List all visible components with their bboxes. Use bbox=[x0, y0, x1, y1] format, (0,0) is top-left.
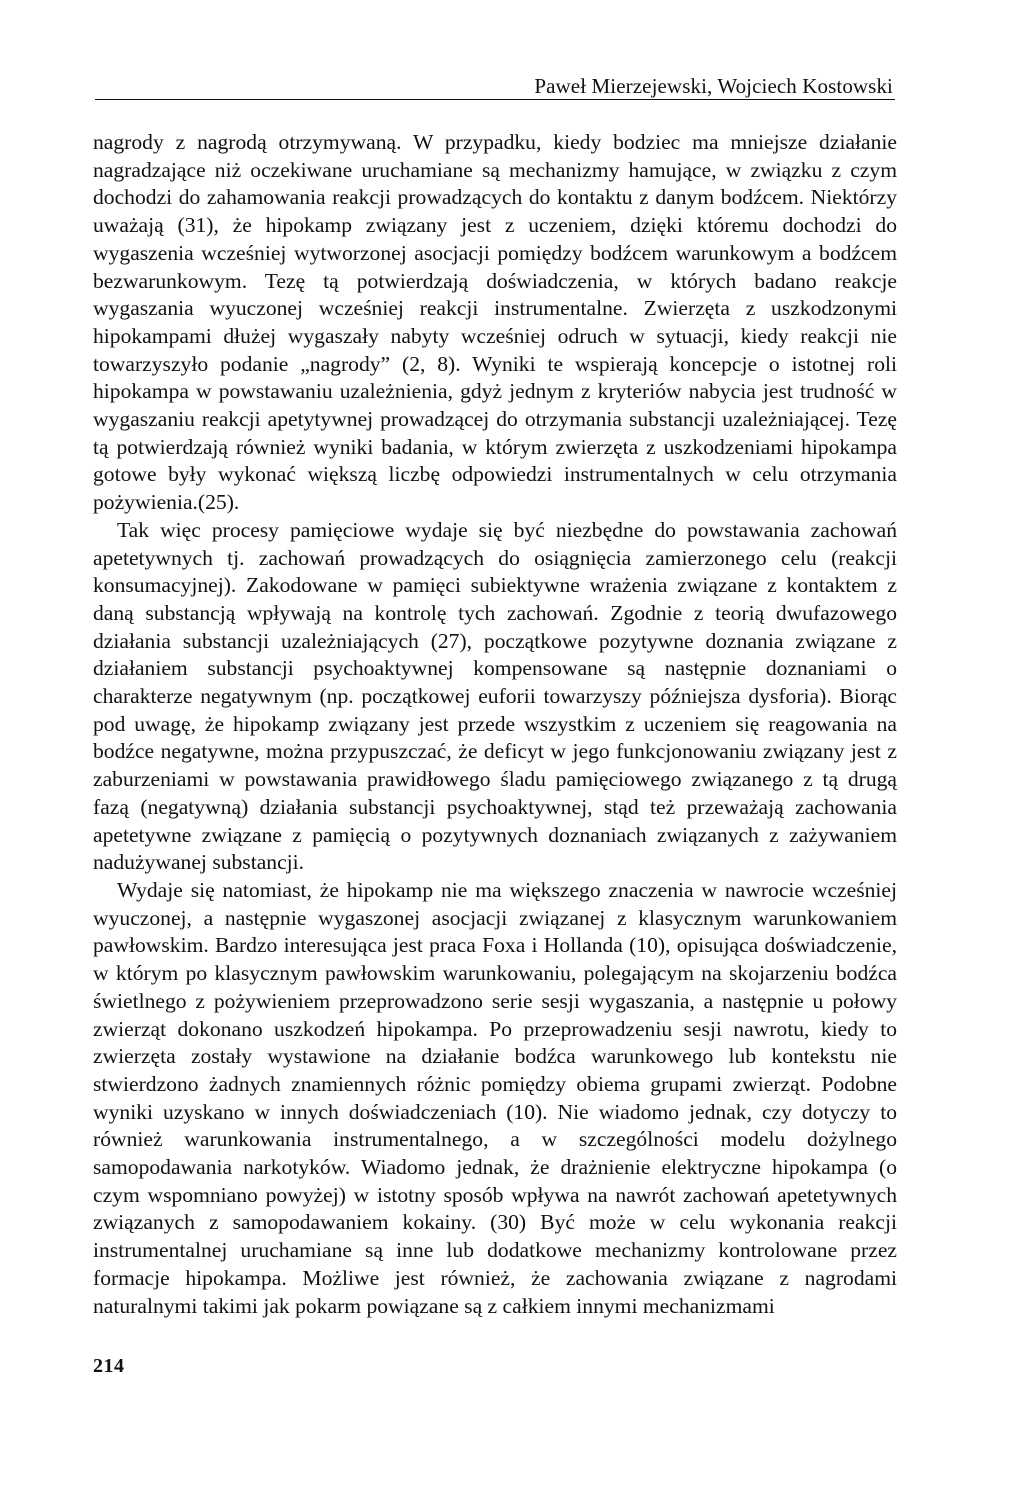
page-number: 214 bbox=[93, 1355, 125, 1377]
body-text bbox=[93, 129, 897, 1320]
header-rule bbox=[95, 99, 895, 100]
paragraph-3: Wydaje się natomiast, że hipokamp nie ma większego znaczenia w nawrocie wcześniej wyuczonej, a następnie wygaszonej asocjacji związanej z klasycznym warunkowaniem pawłowskim. Bardzo interesująca jest praca Foxa i Hollanda (10), opisująca doświadczenie, w którym po klasycznym pawłowskim warunkowaniu, polegającym na skojarzeniu bodźca świetlnego z pożywieniem przeprowadzono serie sesji wygaszania, a następnie u połowy zwierząt dokonano uszkodzeń hipokampa. Po przeprowadzeniu sesji nawrotu, kiedy to zwierzęta zostały wystawione na działanie bodźca warunkowego lub kontekstu nie stwierdzono żadnych znamiennych różnic pomiędzy obiema grupami zwierząt. Podobne wyniki uzyskano w innych doświadczeniach (10). Nie wiadomo jednak, czy dotyczy to również warunkowania instrumentalnego, a w szczególności modelu dożylnego samopodawania narkotyków. Wiadomo jednak, że drażnienie elektryczne hipokampa (o czym wspomniano powyżej) w istotny sposób wpływa na nawrót zachowań apetetywnych związanych z samopodawaniem kokainy. (30) Być może w celu wykonania reakcji instrumentalnej uruchamiane są inne lub dodatkowe mechanizmy kontrolowane przez formacje hipokampa. Możliwe jest również, że zachowania związane z nagrodami naturalnymi takimi jak pokarm powiązane są z całkiem innymi mechanizmami bbox=[93, 877, 897, 1318]
running-header: Paweł Mierzejewski, Wojciech Kostowski bbox=[534, 74, 893, 98]
paragraph-1: nagrody z nagrodą otrzymywaną. W przypadku, kiedy bodziec ma mniejsze działanie nagradzające niż oczekiwane uruchamiane są mechanizmy hamujące, w związku z czym dochodzi do zahamowania reakcji prowadzących do kontaktu z danym bodźcem. Niektórzy uważają (31), że hipokamp związany jest z uczeniem, dzięki któremu dochodzi do wygaszenia wcześniej wytworzonej asocjacji pomiędzy bodźcem warunkowym a bodźcem bezwarunkowym. Tezę tą potwierdzają doświadczenia, w których badano reakcje wygaszania wyuczonej wcześniej reakcji instrumentalne. Zwierzęta z uszkodzonymi hipokampami dłużej wygaszały nabyty wcześniej odruch w sytuacji, kiedy reakcji nie towarzyszyło podanie „nagrody” (2, 8). Wyniki te wspierają koncepcje o istotnej roli hipokampa w powstawaniu uzależnienia, gdyż jednym z kryteriów nabycia jest trudność w wygaszaniu reakcji apetytywnej prowadzącej do otrzymania substancji uzależniającej. Tezę tą potwierdzają również wyniki badania, w którym zwierzęta z uszkodzeniami hipokampa gotowe były wykonać większą liczbę odpowiedzi instrumentalnych w celu otrzymania pożywienia.(25). bbox=[93, 130, 897, 515]
paragraph-2: Tak więc procesy pamięciowe wydaje się być niezbędne do powstawania zachowań apetetywnych tj. zachowań prowadzących do osiągnięcia zamierzonego celu (reakcji konsumacyjnej). Zakodowane w pamięci subiektywne wrażenia związane z kontaktem z daną substancją wpływają na kontrolę tych zachowań. Zgodnie z teorią dwufazowego działania substancji uzależniających (27), początkowe pozytywne doznania związane z działaniem substancji psychoaktywnej kompensowane są następnie doznaniami o charakterze negatywnym (np. początkowej euforii towarzyszy późniejsza dysforia). Biorąc pod uwagę, że hipokamp związany jest przede wszystkim z uczeniem się reagowania na bodźce negatywne, można przypuszczać, że deficyt w jego funkcjonowaniu związany jest z zaburzeniami w powstawania prawidłowego śladu pamięciowego związanego z tą drugą fazą (negatywną) działania substancji psychoaktywnej, stąd też przeważają zachowania apetetywne związane z pamięcią o pozytywnych doznaniach związanych z zażywaniem nadużywanej substancji. bbox=[93, 517, 897, 875]
